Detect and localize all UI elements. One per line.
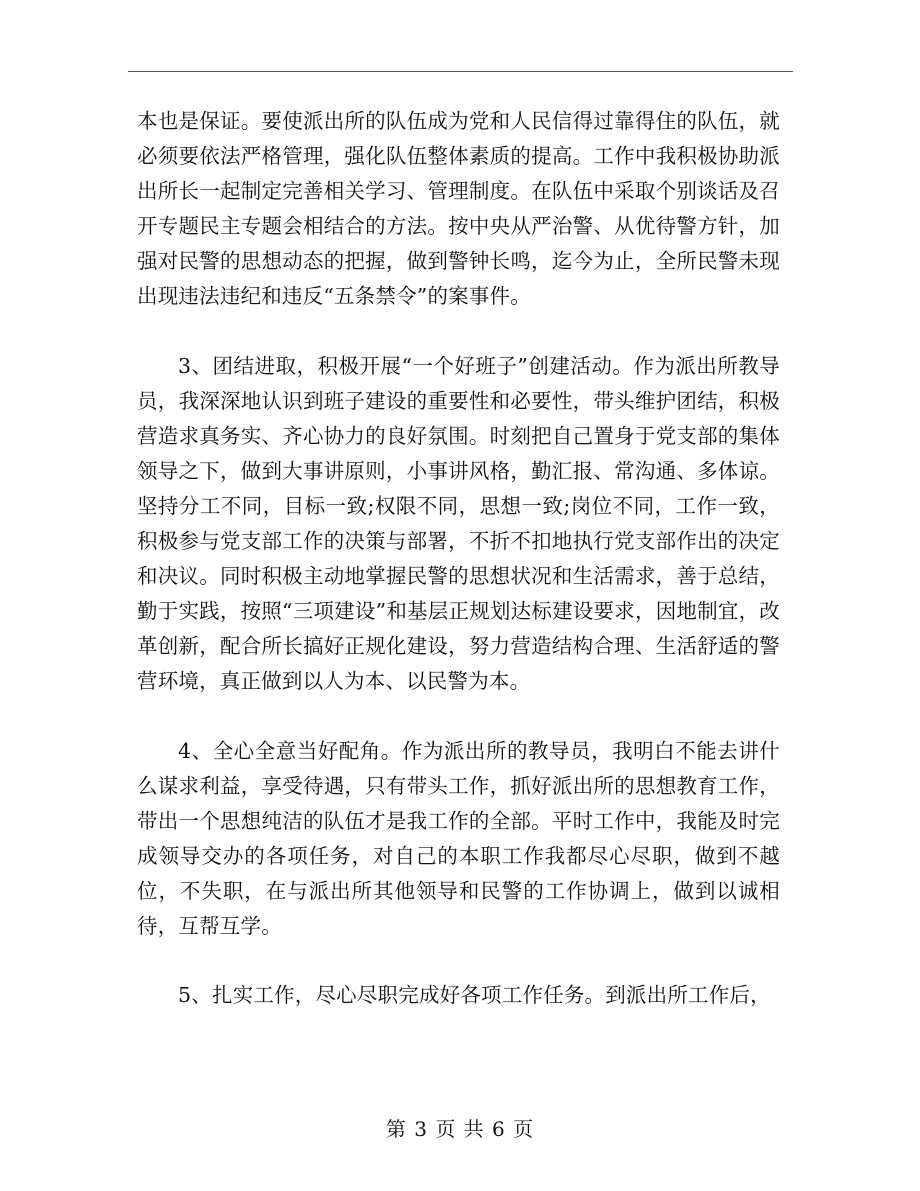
paragraph-item-3: 3、团结进取，积极开展“一个好班子”创建活动。作为派出所教导员，我深深地认识到班子建设的重要性和必要性，带头维护团结，积极营造求真务实、齐心协力的良好氛围。时刻把自己置身于党支部的集体领导之下，做到大事讲原则，小事讲风格，勤汇报、常沟通、多体谅。坚持分工不同，目标一致;权限不同，思想一致;岗位不同，工作一致，积极参与党支部工作的决策与部署，不折不扣地执行党支部作出的决定和决议。同时积极主动地掌握民警的思想状况和生活需求，善于总结，勤于实践，按照“三项建设”和基层正规划达标建设要求，因地制宜，改革创新，配合所长搞好正规化建设，努力营造结构合理、生活舒适的警营环境，真正做到以人为本、以民警为本。 xyxy=(137,353,780,694)
paragraph-item-4: 4、全心全意当好配角。作为派出所的教导员，我明白不能去讲什么谋求利益，享受待遇，只有带头工作，抓好派出所的思想教育工作，带出一个思想纯洁的队伍才是我工作的全部。平时工作中，我能及时完成领导交办的各项任务，对自己的本职工作我都尽心尽职，做到不越位，不失职，在与派出所其他领导和民警的工作协调上，做到以诚相待，互帮互学。 xyxy=(137,738,780,938)
paragraph-item-5: 5、扎实工作，尽心尽职完成好各项工作任务。到派出所工作后， xyxy=(178,983,771,1008)
page-number-footer: 第 3 页 共 6 页 xyxy=(385,1117,535,1141)
paragraph-continuation: 本也是保证。要使派出所的队伍成为党和人民信得过靠得住的队伍，就必须要依法严格管理，强化队伍整体素质的提高。工作中我积极协助派出所长一起制定完善相关学习、管理制度。在队伍中采取个别谈话及召开专题民主专题会相结合的方法。按中央从严治警、从优待警方针，加强对民警的思想动态的把握，做到警钟长鸣，迄今为止，全所民警未现出现违法违纪和违反“五条禁令”的案事件。 xyxy=(137,109,780,309)
header-divider xyxy=(128,71,793,72)
document-body xyxy=(137,104,780,1047)
